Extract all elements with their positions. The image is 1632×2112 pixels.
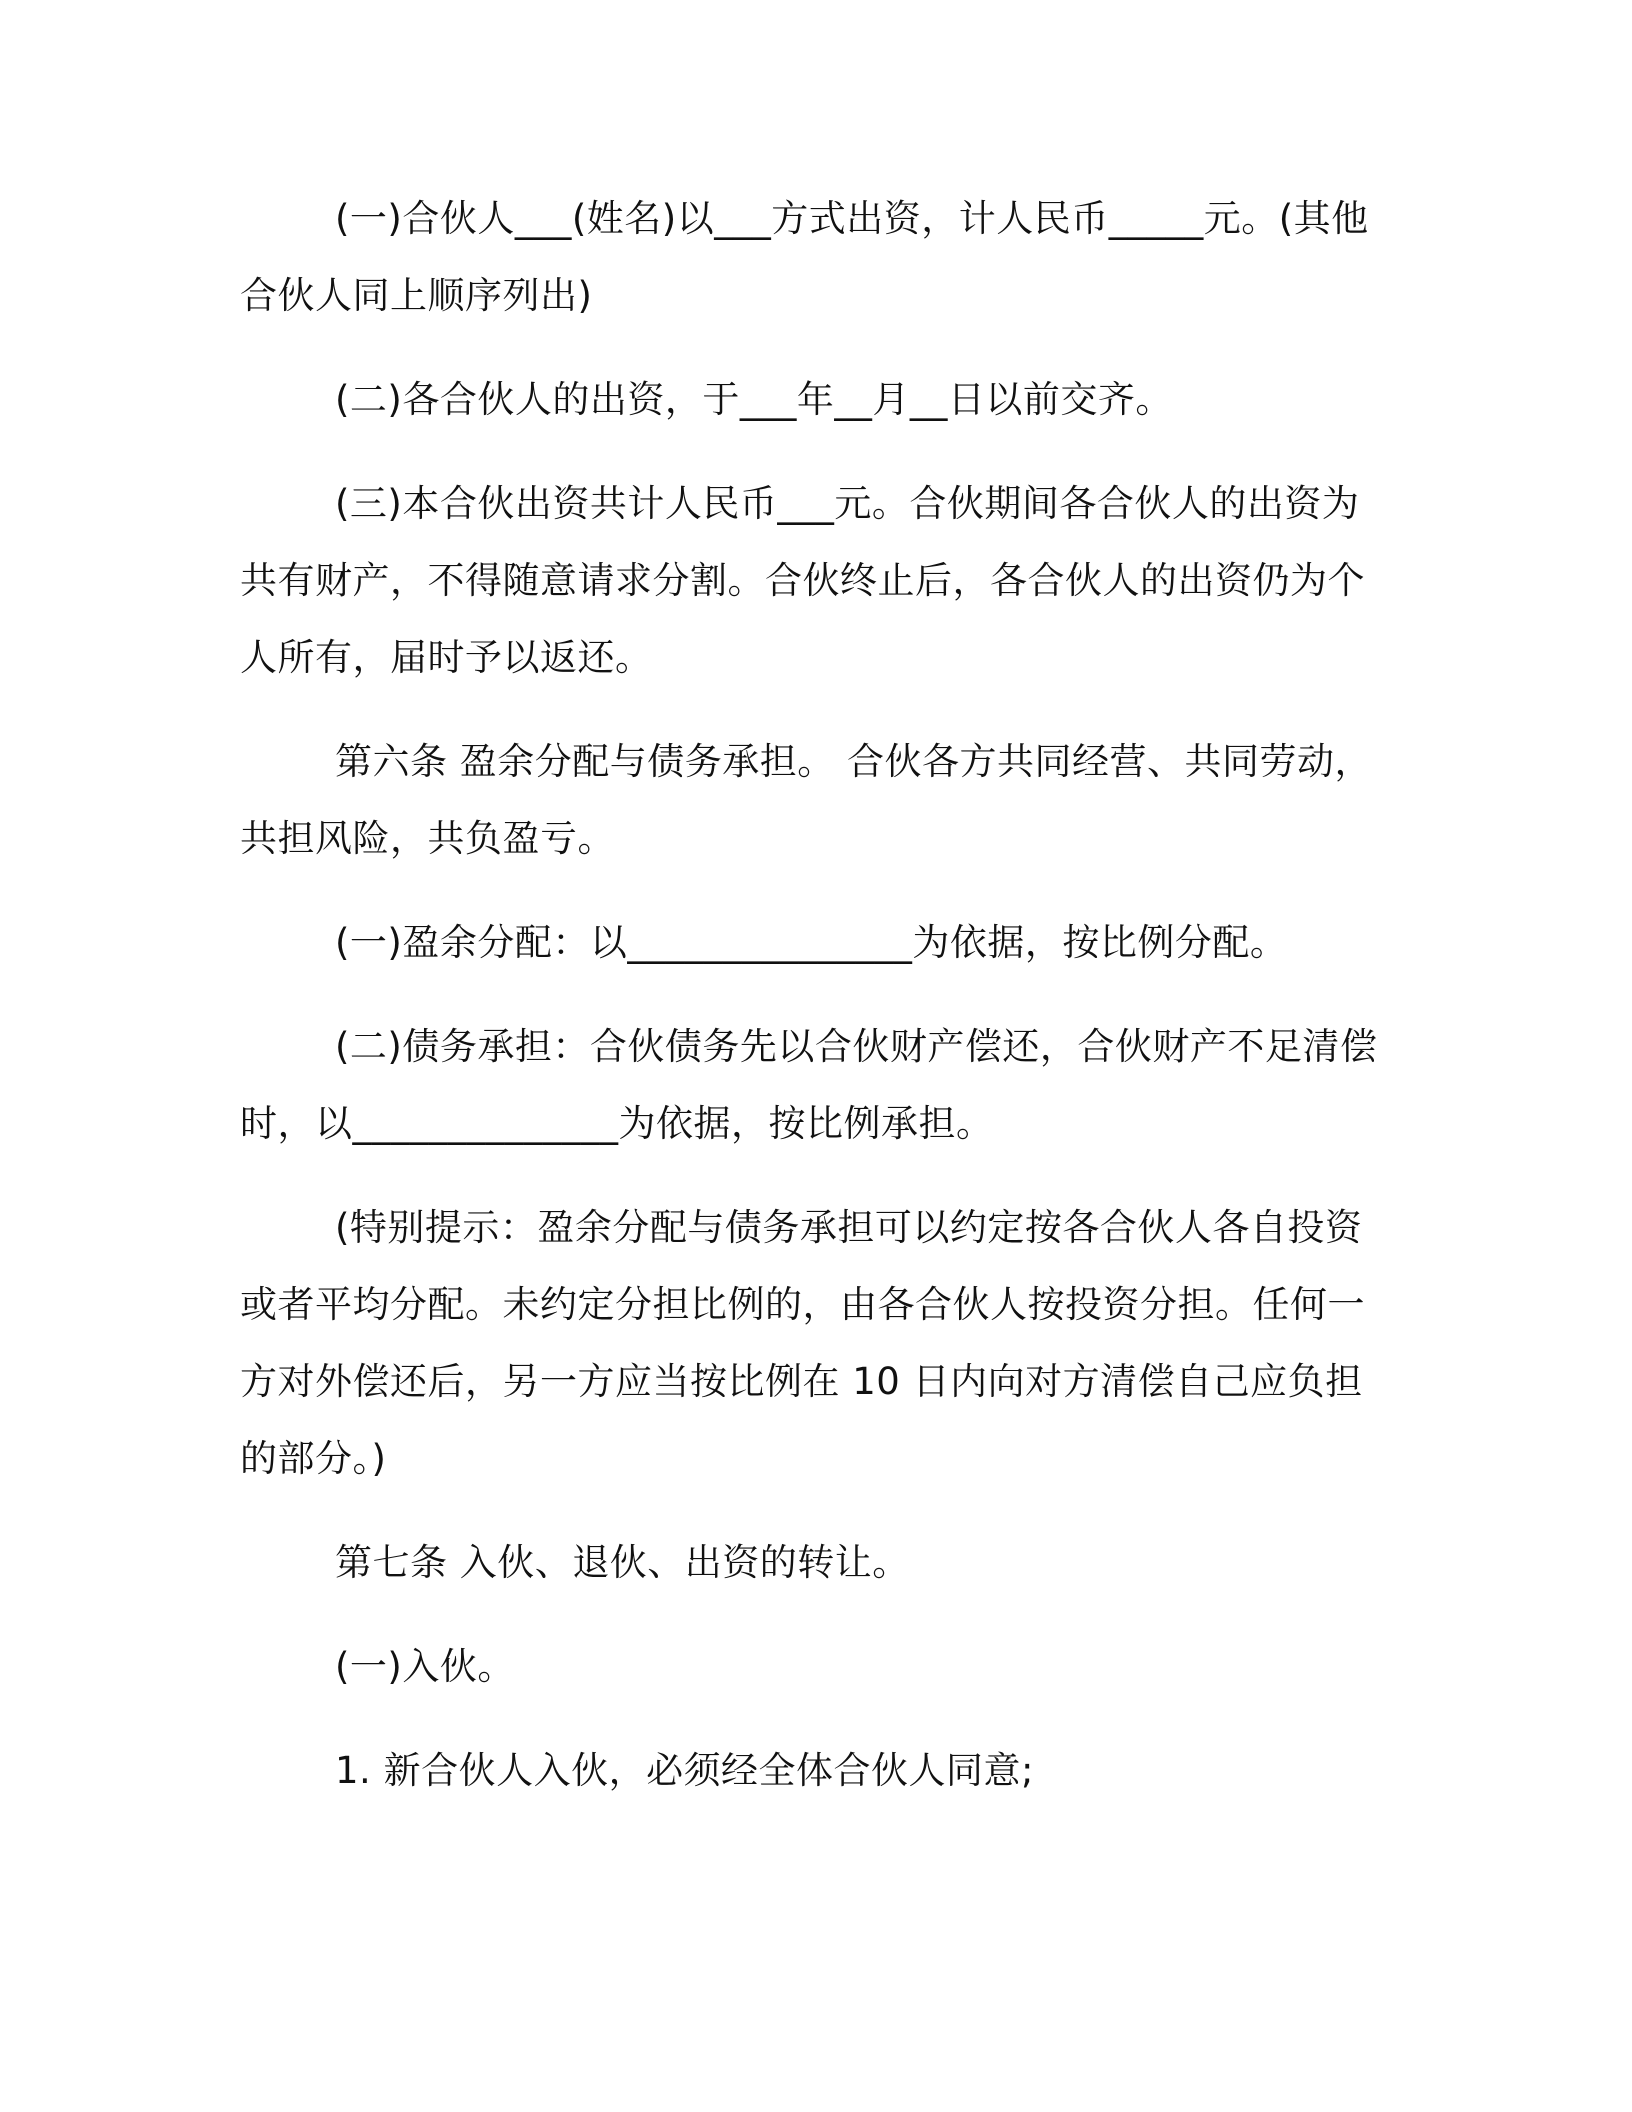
- paragraph-special-note: (特别提示：盈余分配与债务承担可以约定按各合伙人各自投资或者平均分配。未约定分担比例的，由各合伙人按投资分担。任何一方对外偿还后，另一方应当按比例在 10 日内向对方清偿自己应负担的部分。): [240, 1206, 1365, 1480]
- paragraph-total-contribution: (三)本合伙出资共计人民币___元。合伙期间各合伙人的出资为共有财产，不得随意请求分割。合伙终止后，各合伙人的出资仍为个人所有，届时予以返还。: [240, 482, 1365, 679]
- paragraph-profit-distribution: (一)盈余分配：以_______________为依据，按比例分配。: [335, 921, 1288, 964]
- paragraph-contribution-deadline: (二)各合伙人的出资，于___年__月__日以前交齐。: [335, 378, 1173, 421]
- document-body: [240, 180, 1380, 1836]
- paragraph-contribution-method: (一)合伙人___(姓名)以___方式出资，计人民币_____元。(其他合伙人同上顺序列出): [240, 197, 1369, 317]
- paragraph-article-6-heading: 第六条 盈余分配与债务承担。 合伙各方共同经营、共同劳动，共担风险，共负盈亏。: [240, 740, 1373, 860]
- paragraph-admission-rule-1: 1. 新合伙人入伙，必须经全体合伙人同意;: [335, 1749, 1035, 1792]
- paragraph-admission-heading: (一)入伙。: [335, 1645, 515, 1688]
- paragraph-article-7-heading: 第七条 入伙、退伙、出资的转让。: [335, 1541, 910, 1584]
- paragraph-debt-bearing: (二)债务承担：合伙债务先以合伙财产偿还，合伙财产不足清偿时，以______________为依据，按比例承担。: [240, 1025, 1378, 1145]
